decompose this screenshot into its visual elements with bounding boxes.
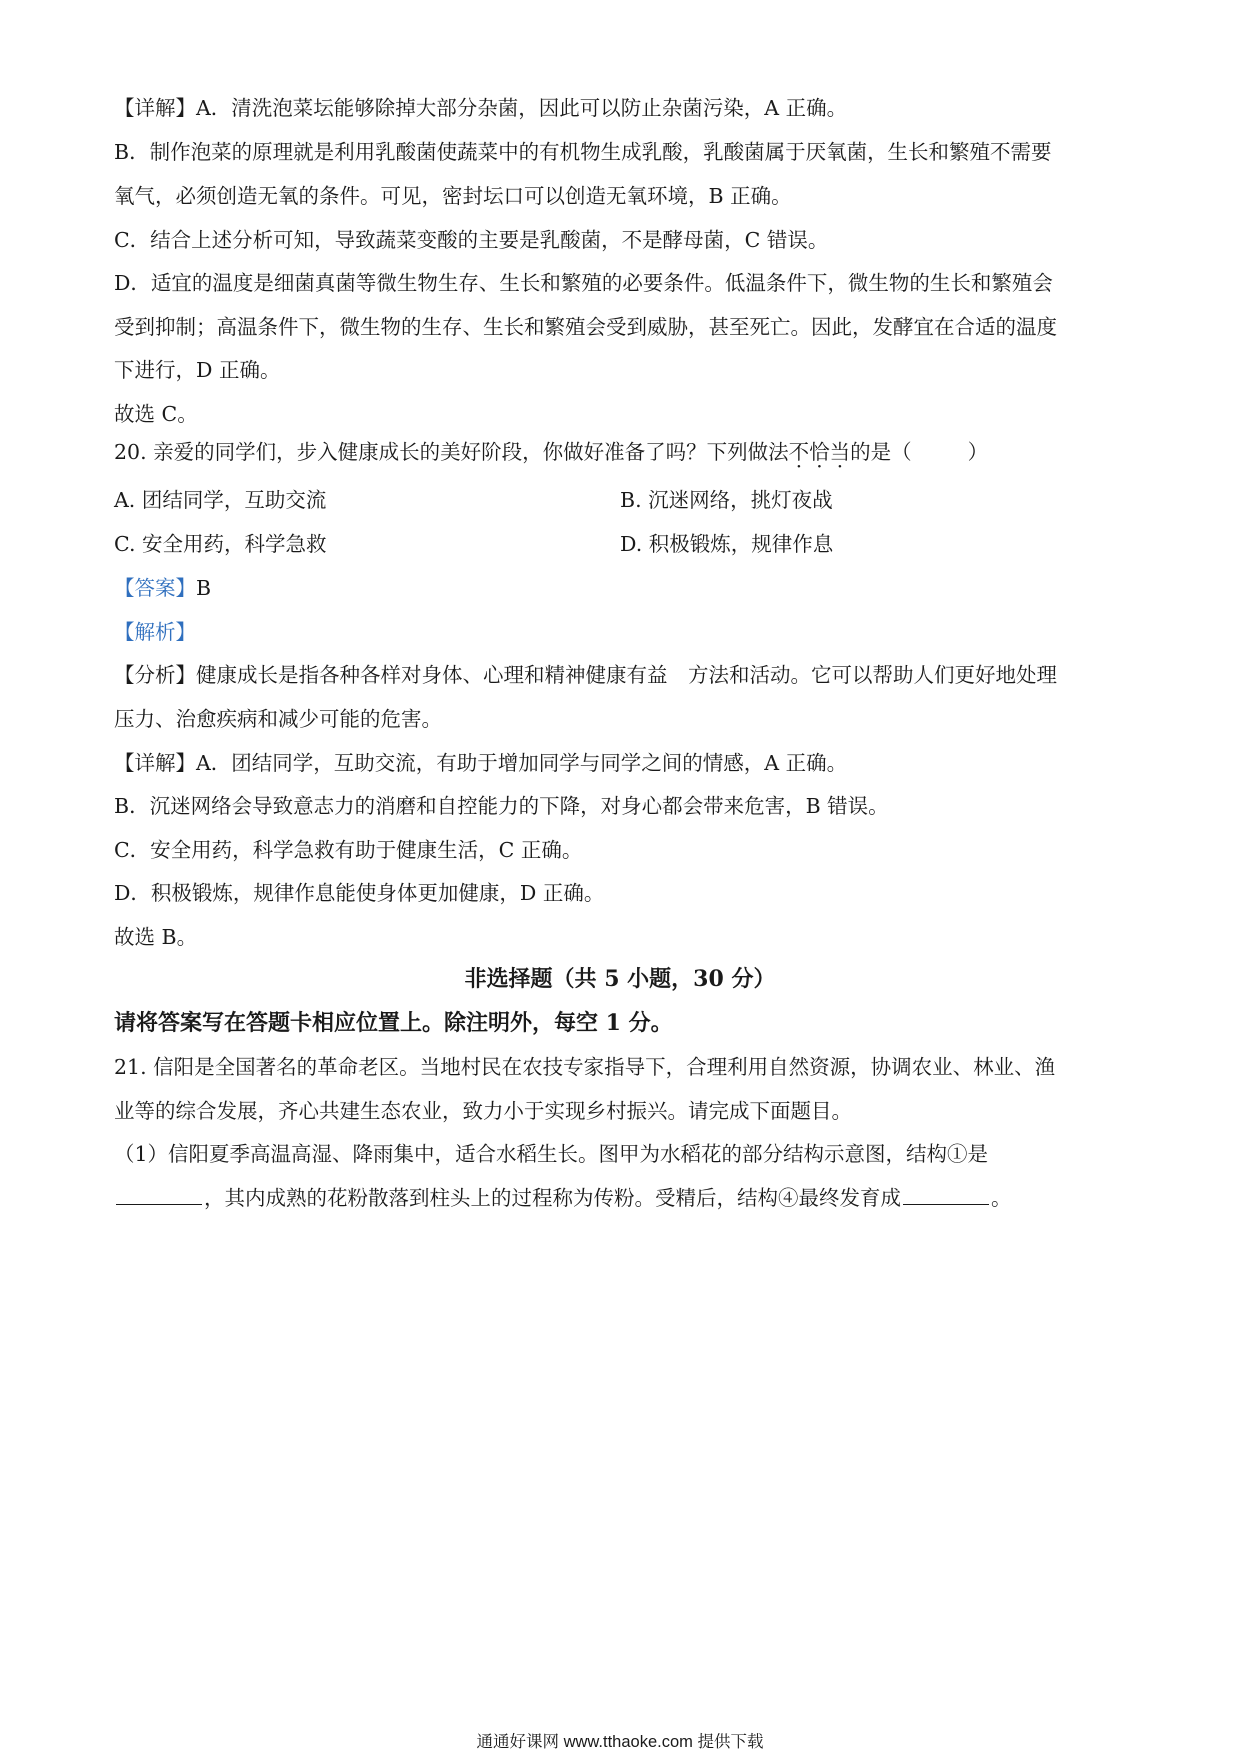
q20-option-b: B. 沉迷网络，挑灯夜战 (620, 488, 833, 512)
analysis-label: 【解析】 (114, 620, 196, 644)
q21-sub1-line2-end: 。 (991, 1186, 1012, 1210)
answer-blank-1[interactable] (116, 1186, 202, 1205)
q20-stem-emphasis-2: 恰 (809, 440, 830, 464)
q20-detail-a: 【详解】A．团结同学，互助交流，有助于增加同学与同学之间的情感，A 正确。 (114, 751, 848, 775)
q20-conclusion: 故选 B。 (114, 925, 198, 949)
q20-stem (114, 438, 1126, 466)
q21-sub1-line1: （1）信阳夏季高温高湿、降雨集中，适合水稻生长。图甲为水稻花的部分结构示意图，结构①是 (114, 1142, 989, 1166)
q20-stem-before: 20. 亲爱的同学们，步入健康成长的美好阶段，你做好准备了吗？下列做法 (114, 440, 789, 464)
answer-blank-2[interactable] (903, 1186, 989, 1205)
q19-detail-d-line1: D．适宜的温度是细菌真菌等微生物生存、生长和繁殖的必要条件。低温条件下，微生物的生长和繁殖会 (114, 271, 1053, 295)
section-title: 非选择题（共 5 小题，30 分） (464, 966, 776, 992)
q19-detail-d-line3: 下进行，D 正确。 (114, 358, 281, 382)
q20-stem-after: 的是（ (850, 440, 912, 464)
q19-detail-d-line2: 受到抑制；高温条件下，微生物的生存、生长和繁殖会受到威胁，甚至死亡。因此，发酵宜在合适的温度 (114, 315, 1057, 339)
q19-detail-a: 【详解】A．清洗泡菜坛能够除掉大部分杂菌，因此可以防止杂菌污染，A 正确。 (114, 96, 848, 120)
q19-detail-c: C．结合上述分析可知，导致蔬菜变酸的主要是乳酸菌，不是酵母菌，C 错误。 (114, 228, 829, 252)
q21-sub1-line2 (114, 1184, 1126, 1212)
q20-stem-emphasis-3: 当 (829, 440, 851, 464)
q20-stem-emphasis-1: 不 (788, 440, 810, 464)
q20-fenxi-line2: 压力、治愈疾病和减少可能的危害。 (114, 707, 442, 731)
q20-detail-c: C．安全用药，科学急救有助于健康生活，C 正确。 (114, 838, 583, 862)
answer-value: B (196, 576, 212, 600)
q20-option-a: A. 团结同学，互助交流 (114, 488, 327, 512)
q19-detail-b-line1: B．制作泡菜的原理就是利用乳酸菌使蔬菜中的有机物生成乳酸，乳酸菌属于厌氧菌，生长和繁殖不需要 (114, 140, 1052, 164)
q21-stem-line1: 21. 信阳是全国著名的革命老区。当地村民在农技专家指导下，合理利用自然资源，协调农业、林业、渔 (114, 1055, 1056, 1079)
q20-fenxi-line1: 【分析】健康成长是指各种各样对身体、心理和精神健康有益 方法和活动。它可以帮助人们更好地处理 (114, 663, 1057, 687)
q20-option-d: D. 积极锻炼，规律作息 (620, 532, 834, 556)
q20-detail-b: B．沉迷网络会导致意志力的消磨和自控能力的下降，对身心都会带来危害，B 错误。 (114, 794, 889, 818)
q20-answer (114, 574, 1126, 602)
answer-label: 【答案】 (114, 576, 196, 600)
q20-stem-close: ） (967, 440, 989, 464)
section-instruction: 请将答案写在答题卡相应位置上。除注明外，每空 1 分。 (114, 1010, 673, 1036)
q20-detail-d: D．积极锻炼，规律作息能使身体更加健康，D 正确。 (114, 881, 605, 905)
q21-sub1-line2-text: ，其内成熟的花粉散落到柱头上的过程称为传粉。受精后，结构④最终发育成 (204, 1186, 901, 1210)
q19-conclusion: 故选 C。 (114, 402, 198, 426)
q19-detail-b-line2: 氧气，必须创造无氧的条件。可见，密封坛口可以创造无氧环境，B 正确。 (114, 184, 792, 208)
q20-option-c: C. 安全用药，科学急救 (114, 532, 327, 556)
q21-stem-line2: 业等的综合发展，齐心共建生态农业，致力小于实现乡村振兴。请完成下面题目。 (114, 1099, 852, 1123)
page-footer: 通通好课网 www.tthaoke.com 提供下载 (476, 1733, 764, 1751)
